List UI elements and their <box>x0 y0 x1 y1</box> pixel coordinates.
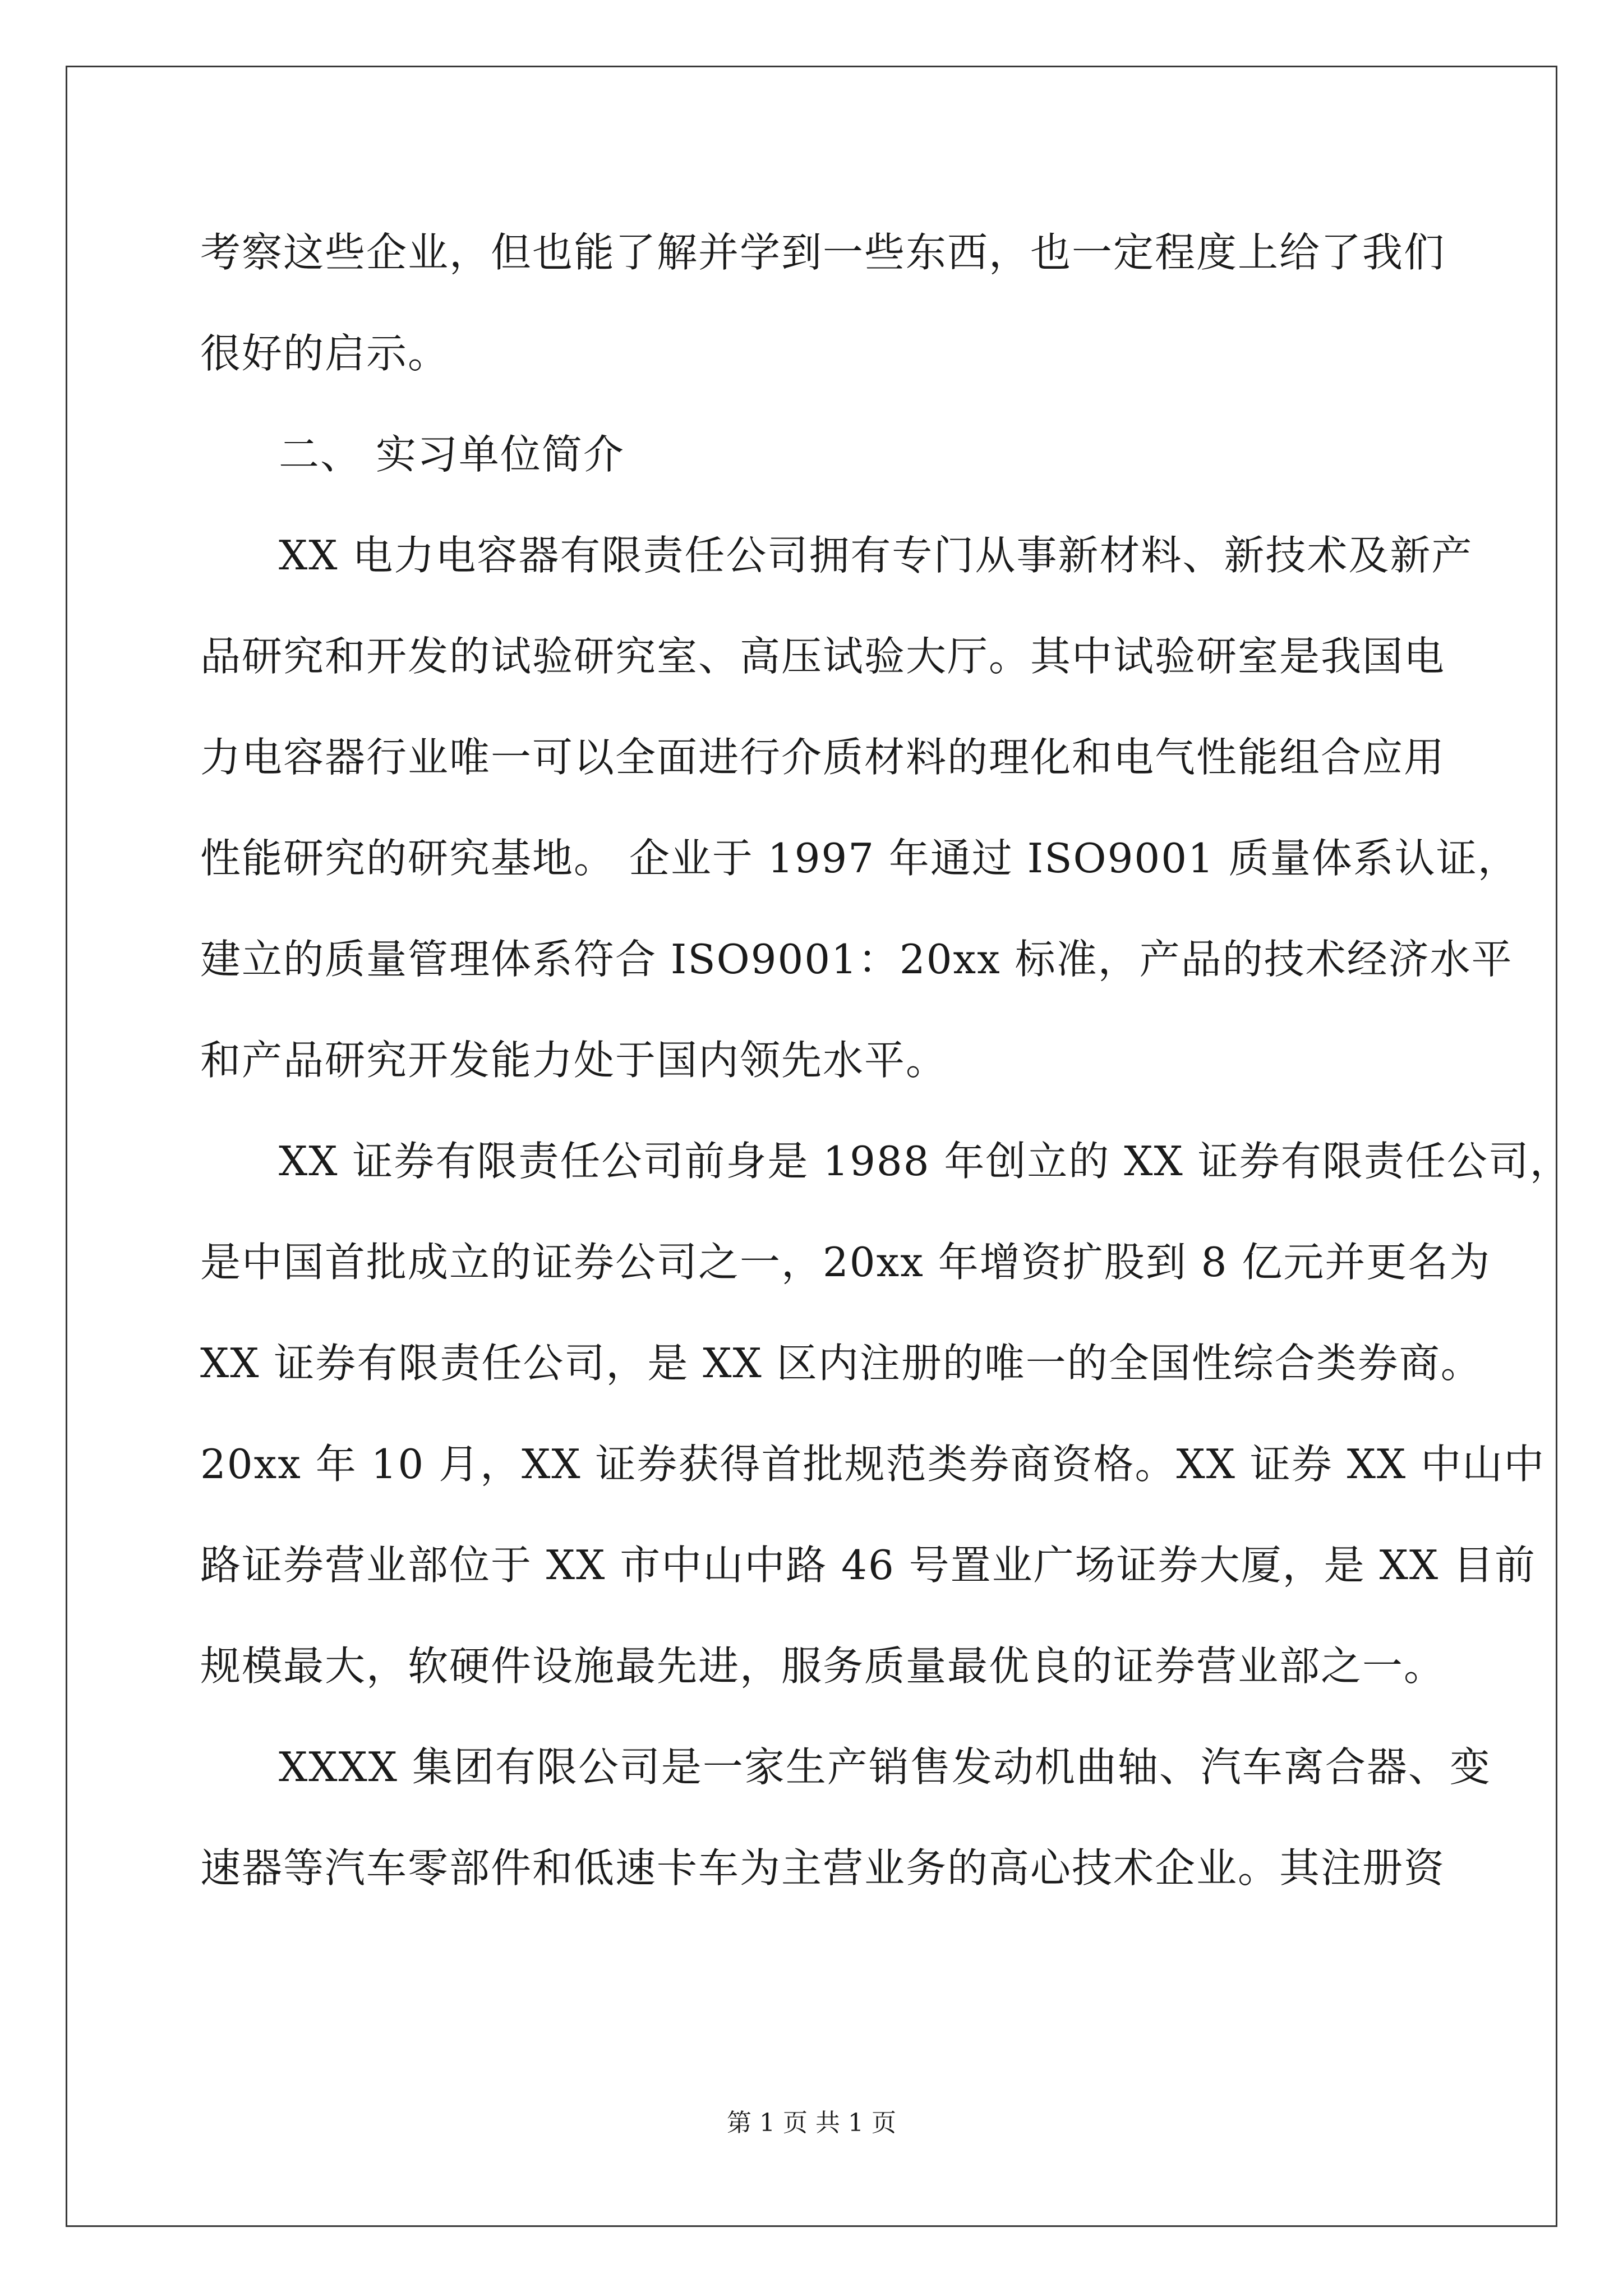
paragraph-line: 规模最大，软硬件设施最先进，服务质量最优良的证券营业部之一。 <box>200 1642 1446 1690</box>
paragraph-line: 很好的启示。 <box>200 330 450 377</box>
paragraph-line: 20xx 年 10 月，XX 证券获得首批规范类券商资格。XX 证券 XX 中山中 <box>200 1441 1546 1488</box>
paragraph-line: 考察这些企业，但也能了解并学到一些东西，也一定程度上给了我们 <box>200 229 1446 276</box>
paragraph-line: 是中国首批成立的证券公司之一，20xx 年增资扩股到 8 亿元并更名为 <box>200 1239 1491 1286</box>
paragraph-line: XX 证券有限责任公司前身是 1988 年创立的 XX 证券有限责任公司， <box>279 1138 1571 1185</box>
paragraph-line: XX 证券有限责任公司，是 XX 区内注册的唯一的全国性综合类券商。 <box>200 1340 1482 1387</box>
paragraph-line: 建立的质量管理体系符合 ISO9001：20xx 标准，产品的技术经济水平 <box>200 936 1513 983</box>
document-body <box>200 213 1571 1930</box>
paragraph-line: 速器等汽车零部件和低速卡车为主营业务的高心技术企业。其注册资 <box>200 1844 1446 1892</box>
paragraph-line: 性能研究的研究基地。 企业于 1997 年通过 ISO9001 质量体系认证， <box>200 835 1519 882</box>
section-heading: 二、 实习单位简介 <box>279 431 625 478</box>
paragraph-line: XXXX 集团有限公司是一家生产销售发动机曲轴、汽车离合器、变 <box>279 1743 1491 1791</box>
paragraph-line: XX 电力电容器有限责任公司拥有专门从事新材料、新技术及新产 <box>279 532 1473 579</box>
paragraph-line: 和产品研究开发能力处于国内领先水平。 <box>200 1037 948 1084</box>
paragraph-line: 品研究和开发的试验研究室、高压试验大厅。其中试验研室是我国电 <box>200 633 1446 680</box>
paragraph-line: 路证券营业部位于 XX 市中山中路 46 号置业广场证券大厦，是 XX 目前 <box>200 1542 1536 1589</box>
paragraph-line: 力电容器行业唯一可以全面进行介质材料的理化和电气性能组合应用 <box>200 734 1446 781</box>
page-number-footer: 第 1 页 共 1 页 <box>727 2109 896 2137</box>
